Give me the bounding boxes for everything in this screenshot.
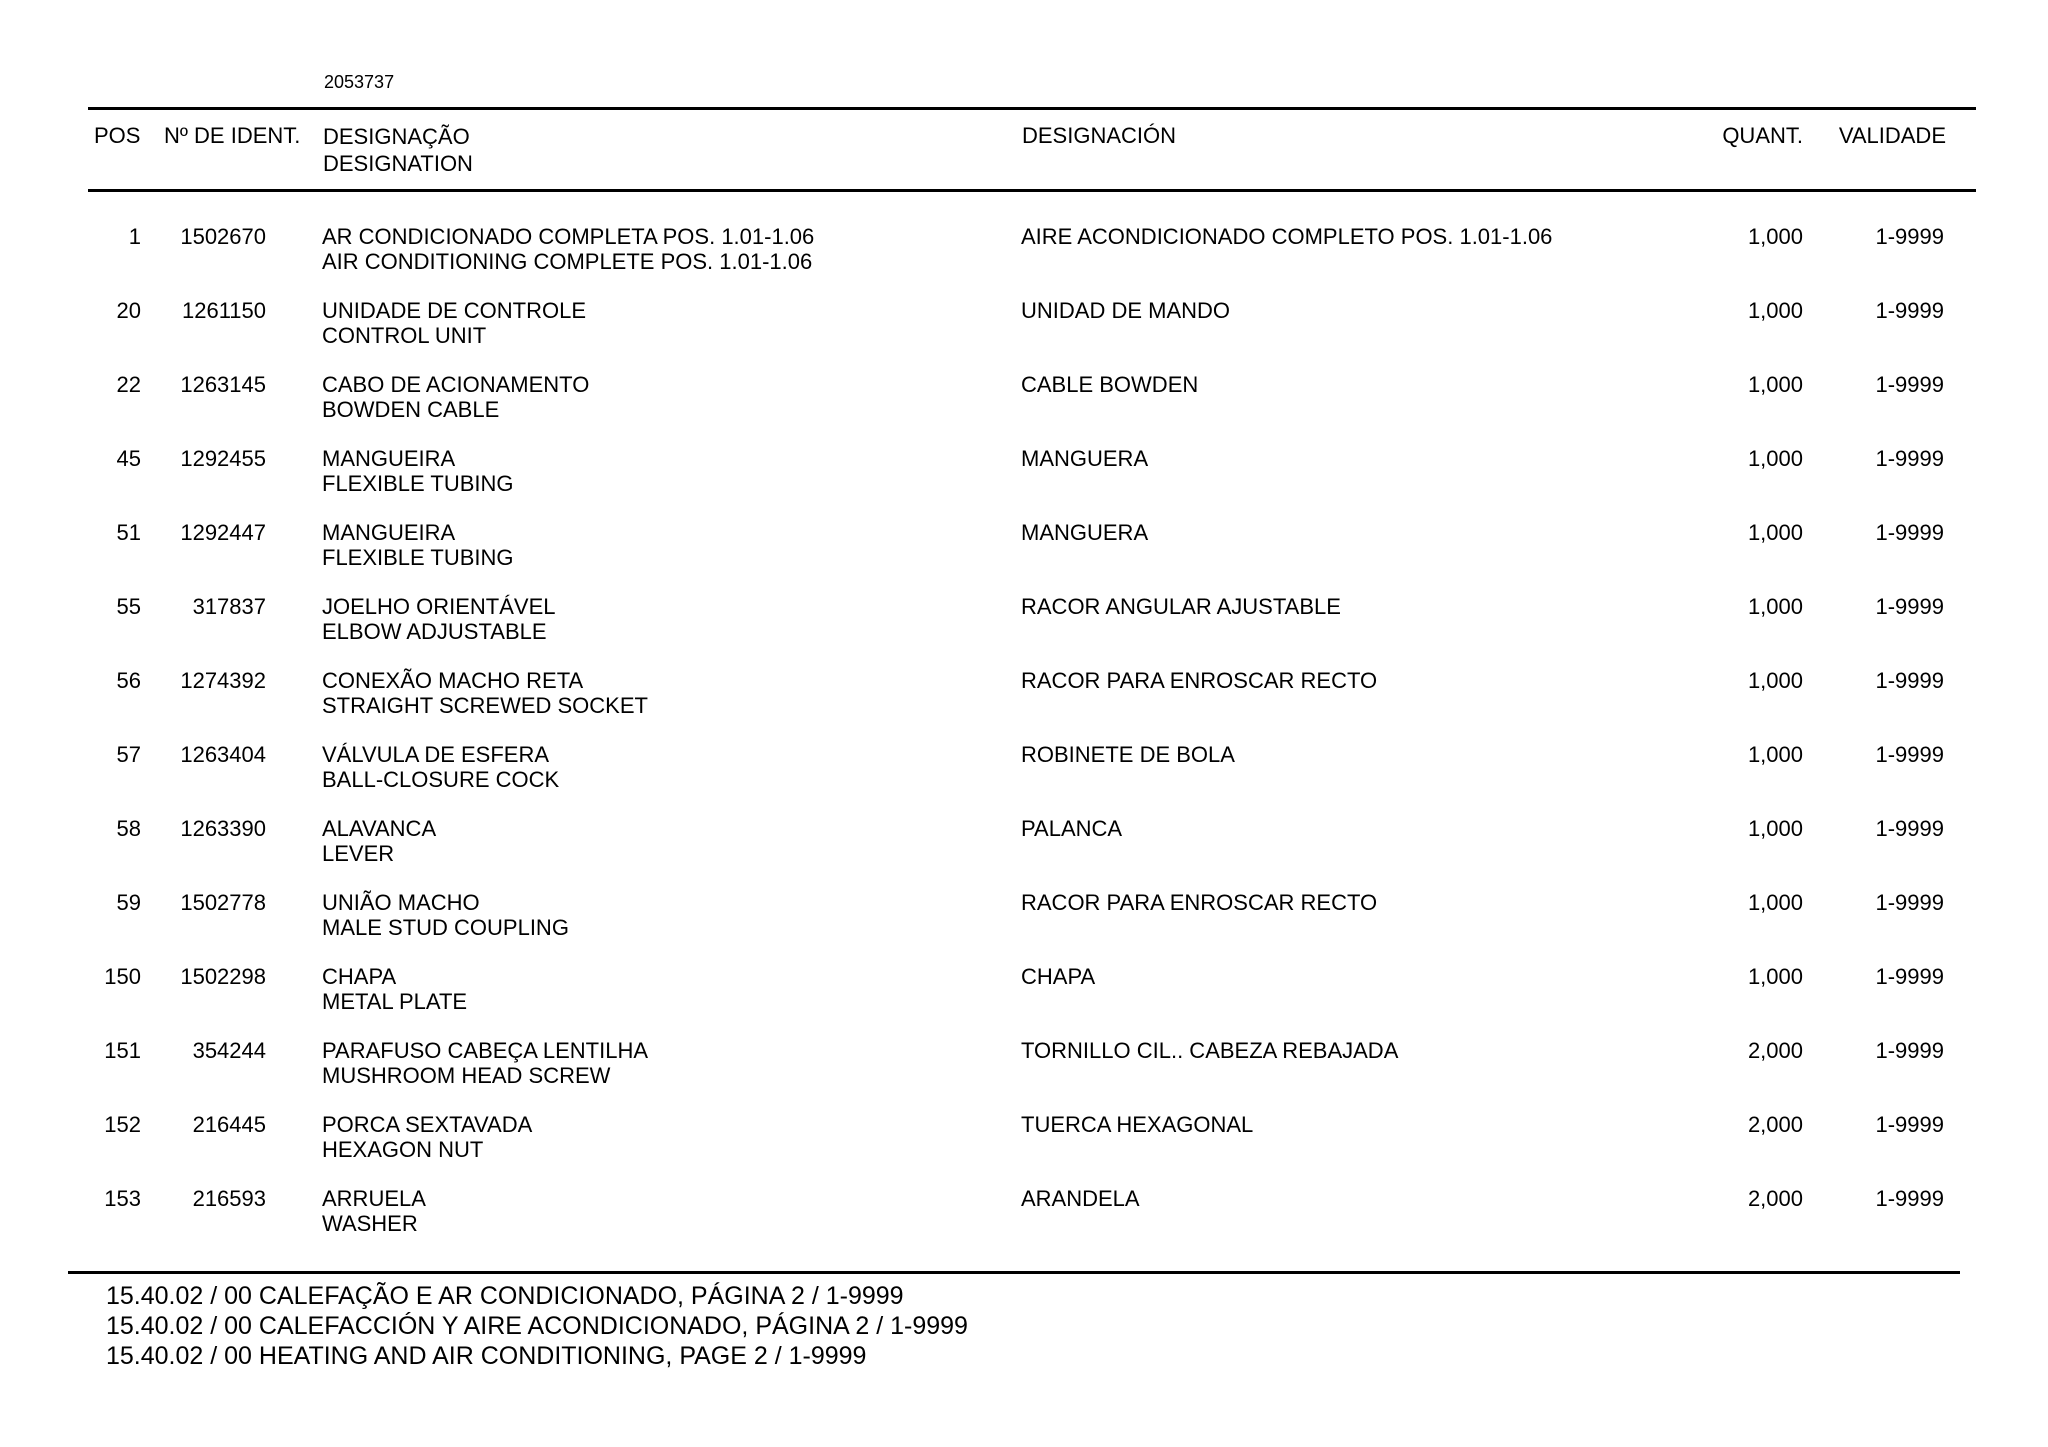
row-ident: 1263390 bbox=[180, 816, 266, 841]
row-ident: 216593 bbox=[192, 1186, 266, 1211]
row-designation-en: AIR CONDITIONING COMPLETE POS. 1.01-1.06 bbox=[322, 249, 813, 274]
row-pos: 45 bbox=[116, 446, 141, 471]
row-designation-pt: UNIÃO MACHO bbox=[322, 890, 480, 915]
row-quantity: 1,000 bbox=[1747, 594, 1803, 619]
row-designation bbox=[322, 594, 556, 644]
row-designation-pt: PARAFUSO CABEÇA LENTILHA bbox=[322, 1038, 649, 1063]
header-pos: POS bbox=[94, 123, 141, 148]
row-ident: 317837 bbox=[192, 594, 266, 619]
row-validity: 1-9999 bbox=[1875, 298, 1944, 323]
row-designation-en: MUSHROOM HEAD SCREW bbox=[322, 1063, 611, 1088]
row-designation bbox=[322, 890, 569, 940]
header-quantity: QUANT. bbox=[1722, 123, 1803, 148]
row-validity: 1-9999 bbox=[1875, 446, 1944, 471]
row-pos: 152 bbox=[104, 1112, 141, 1137]
row-designation-en: BALL-CLOSURE COCK bbox=[322, 767, 560, 792]
row-designation bbox=[322, 1186, 426, 1236]
row-designation-es: ARANDELA bbox=[1021, 1186, 1140, 1211]
row-ident: 354244 bbox=[192, 1038, 266, 1063]
row-designation-es: MANGUERA bbox=[1021, 520, 1149, 545]
row-designation-es: CHAPA bbox=[1021, 964, 1096, 989]
row-validity: 1-9999 bbox=[1875, 1112, 1944, 1137]
row-designation-en: MALE STUD COUPLING bbox=[322, 915, 569, 940]
row-validity: 1-9999 bbox=[1875, 816, 1944, 841]
row-designation bbox=[322, 816, 436, 866]
row-designation bbox=[322, 964, 467, 1014]
table-row bbox=[0, 890, 2048, 964]
row-quantity: 1,000 bbox=[1747, 890, 1803, 915]
row-designation-en: HEXAGON NUT bbox=[322, 1137, 484, 1162]
table-row bbox=[0, 1186, 2048, 1260]
row-quantity: 1,000 bbox=[1747, 668, 1803, 693]
row-designation bbox=[322, 742, 559, 792]
row-designation-pt: UNIDADE DE CONTROLE bbox=[322, 298, 587, 323]
row-designation-es: ROBINETE DE BOLA bbox=[1021, 742, 1235, 767]
row-validity: 1-9999 bbox=[1875, 1186, 1944, 1211]
row-pos: 1 bbox=[128, 224, 141, 249]
row-pos: 153 bbox=[104, 1186, 141, 1211]
row-designation-en: BOWDEN CABLE bbox=[322, 397, 500, 422]
row-designation bbox=[322, 446, 514, 496]
row-designation-en: STRAIGHT SCREWED SOCKET bbox=[322, 693, 648, 718]
row-quantity: 2,000 bbox=[1747, 1186, 1803, 1211]
row-pos: 20 bbox=[116, 298, 141, 323]
row-pos: 55 bbox=[116, 594, 141, 619]
header-ident: Nº DE IDENT. bbox=[164, 123, 301, 148]
row-validity: 1-9999 bbox=[1875, 742, 1944, 767]
row-validity: 1-9999 bbox=[1875, 372, 1944, 397]
table-row bbox=[0, 1038, 2048, 1112]
row-pos: 59 bbox=[116, 890, 141, 915]
header-designation bbox=[323, 123, 473, 177]
row-designation-en: CONTROL UNIT bbox=[322, 323, 487, 348]
row-designation bbox=[322, 520, 514, 570]
row-quantity: 1,000 bbox=[1747, 446, 1803, 471]
row-designation-pt: ALAVANCA bbox=[322, 816, 437, 841]
row-pos: 58 bbox=[116, 816, 141, 841]
footer-line-en: 15.40.02 / 00 HEATING AND AIR CONDITIONING, PAGE 2 / 1-9999 bbox=[106, 1342, 867, 1370]
table-row bbox=[0, 816, 2048, 890]
row-validity: 1-9999 bbox=[1875, 890, 1944, 915]
row-designation-en: WASHER bbox=[322, 1211, 418, 1236]
row-quantity: 1,000 bbox=[1747, 298, 1803, 323]
row-designation-pt: ARRUELA bbox=[322, 1186, 426, 1211]
row-designation-pt: MANGUEIRA bbox=[322, 446, 456, 471]
row-designation bbox=[322, 224, 814, 274]
header-designation-en: DESIGNATION bbox=[323, 151, 473, 176]
row-designation-pt: CHAPA bbox=[322, 964, 397, 989]
row-quantity: 1,000 bbox=[1747, 372, 1803, 397]
row-designation-en: LEVER bbox=[322, 841, 395, 866]
row-designation-es: MANGUERA bbox=[1021, 446, 1149, 471]
table-row bbox=[0, 520, 2048, 594]
row-validity: 1-9999 bbox=[1875, 1038, 1944, 1063]
row-ident: 216445 bbox=[192, 1112, 266, 1137]
header-rule bbox=[88, 189, 1976, 192]
row-designation-pt: MANGUEIRA bbox=[322, 520, 456, 545]
row-pos: 150 bbox=[104, 964, 141, 989]
page-footer bbox=[106, 1281, 968, 1371]
row-designation-es: CABLE BOWDEN bbox=[1021, 372, 1199, 397]
row-quantity: 1,000 bbox=[1747, 816, 1803, 841]
footer-rule bbox=[68, 1271, 1960, 1274]
footer-line-es: 15.40.02 / 00 CALEFACCIÓN Y AIRE ACONDICIONADO, PÁGINA 2 / 1-9999 bbox=[106, 1312, 968, 1340]
row-designation-es: PALANCA bbox=[1021, 816, 1123, 841]
row-pos: 56 bbox=[116, 668, 141, 693]
header-designation-es: DESIGNACIÓN bbox=[1022, 123, 1177, 148]
row-pos: 51 bbox=[116, 520, 141, 545]
row-designation-es: RACOR PARA ENROSCAR RECTO bbox=[1021, 890, 1378, 915]
row-designation-pt: CONEXÃO MACHO RETA bbox=[322, 668, 584, 693]
row-ident: 1263145 bbox=[180, 372, 266, 397]
row-quantity: 2,000 bbox=[1747, 1112, 1803, 1137]
table-header bbox=[0, 123, 2048, 183]
table-row bbox=[0, 668, 2048, 742]
row-designation-pt: CABO DE ACIONAMENTO bbox=[322, 372, 590, 397]
row-designation bbox=[322, 372, 589, 422]
row-designation bbox=[322, 668, 648, 718]
row-designation-es: AIRE ACONDICIONADO COMPLETO POS. 1.01-1.06 bbox=[1021, 224, 1553, 249]
row-designation bbox=[322, 1038, 648, 1088]
row-ident: 1292447 bbox=[180, 520, 266, 545]
row-pos: 22 bbox=[116, 372, 141, 397]
row-quantity: 2,000 bbox=[1747, 1038, 1803, 1063]
header-validity: VALIDADE bbox=[1838, 123, 1946, 148]
table-row bbox=[0, 446, 2048, 520]
row-designation bbox=[322, 298, 586, 348]
table-row bbox=[0, 1112, 2048, 1186]
header-designation-pt: DESIGNAÇÃO bbox=[323, 124, 470, 149]
row-pos: 151 bbox=[104, 1038, 141, 1063]
row-quantity: 1,000 bbox=[1747, 520, 1803, 545]
row-quantity: 1,000 bbox=[1747, 964, 1803, 989]
top-rule bbox=[88, 107, 1976, 110]
table-row bbox=[0, 964, 2048, 1038]
table-row bbox=[0, 594, 2048, 668]
row-validity: 1-9999 bbox=[1875, 668, 1944, 693]
document-number: 2053737 bbox=[324, 72, 395, 92]
table-row bbox=[0, 742, 2048, 816]
row-designation-en: ELBOW ADJUSTABLE bbox=[322, 619, 547, 644]
row-pos: 57 bbox=[116, 742, 141, 767]
row-ident: 1292455 bbox=[180, 446, 266, 471]
row-designation-en: METAL PLATE bbox=[322, 989, 468, 1014]
table-row bbox=[0, 298, 2048, 372]
row-validity: 1-9999 bbox=[1875, 594, 1944, 619]
row-designation-es: UNIDAD DE MANDO bbox=[1021, 298, 1231, 323]
row-designation-en: FLEXIBLE TUBING bbox=[322, 471, 514, 496]
row-designation-es: TORNILLO CIL.. CABEZA REBAJADA bbox=[1021, 1038, 1399, 1063]
row-ident: 1502298 bbox=[180, 964, 266, 989]
row-designation-pt: AR CONDICIONADO COMPLETA POS. 1.01-1.06 bbox=[322, 224, 815, 249]
row-ident: 1261150 bbox=[181, 298, 266, 323]
row-designation bbox=[322, 1112, 532, 1162]
row-designation-pt: JOELHO ORIENTÁVEL bbox=[322, 594, 556, 619]
row-quantity: 1,000 bbox=[1747, 742, 1803, 767]
row-ident: 1274392 bbox=[180, 668, 266, 693]
row-validity: 1-9999 bbox=[1875, 520, 1944, 545]
row-designation-es: RACOR PARA ENROSCAR RECTO bbox=[1021, 668, 1378, 693]
row-ident: 1502778 bbox=[180, 890, 266, 915]
table-row bbox=[0, 224, 2048, 298]
parts-table-body bbox=[0, 224, 2048, 1260]
row-validity: 1-9999 bbox=[1875, 964, 1944, 989]
row-designation-pt: PORCA SEXTAVADA bbox=[322, 1112, 533, 1137]
row-designation-es: RACOR ANGULAR AJUSTABLE bbox=[1021, 594, 1341, 619]
table-row bbox=[0, 372, 2048, 446]
row-ident: 1263404 bbox=[180, 742, 266, 767]
row-designation-en: FLEXIBLE TUBING bbox=[322, 545, 514, 570]
row-ident: 1502670 bbox=[180, 224, 266, 249]
footer-line-pt: 15.40.02 / 00 CALEFAÇÃO E AR CONDICIONADO, PÁGINA 2 / 1-9999 bbox=[106, 1282, 904, 1310]
row-designation-pt: VÁLVULA DE ESFERA bbox=[322, 742, 550, 767]
row-quantity: 1,000 bbox=[1747, 224, 1803, 249]
row-designation-es: TUERCA HEXAGONAL bbox=[1021, 1112, 1254, 1137]
row-validity: 1-9999 bbox=[1875, 224, 1944, 249]
